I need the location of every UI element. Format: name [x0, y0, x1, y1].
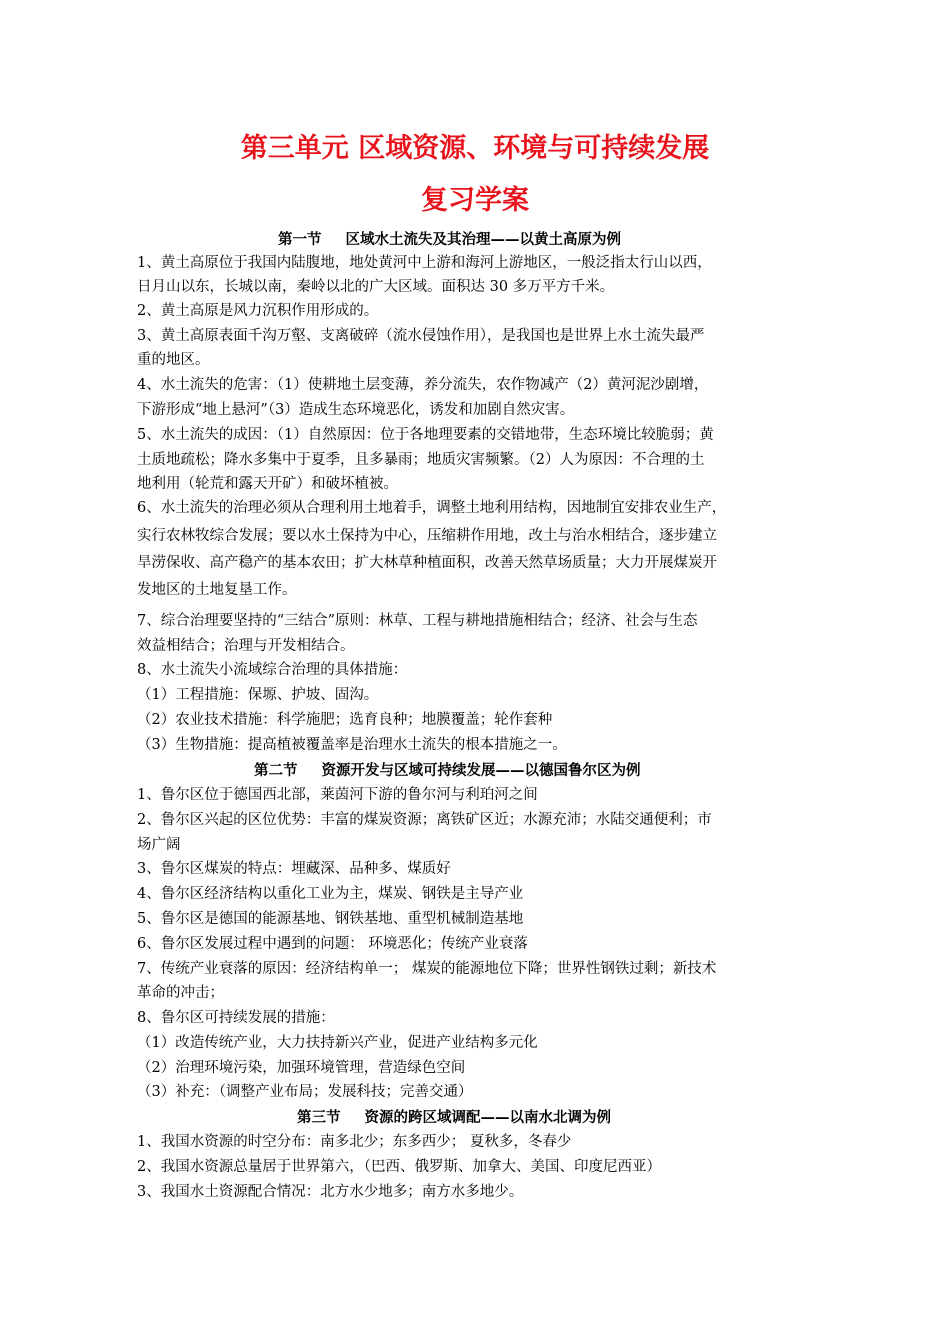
- paragraph-line: （2）农业技术措施：科学施肥；选育良种；地膜覆盖；轮作套种: [137, 712, 553, 728]
- paragraph-line: 效益相结合；治理与开发相结合。: [137, 638, 355, 654]
- paragraph-line: 下游形成“地上悬河”（3）造成生态环境恶化，诱发和加剧自然灾害。: [137, 402, 575, 418]
- document-title: 第三单元 区域资源、环境与可持续发展: [240, 133, 710, 164]
- paragraph-line: 地利用（轮荒和露天开矿）和破坏植被。: [137, 476, 398, 492]
- section-label: 第三节: [297, 1110, 341, 1126]
- paragraph-line: （3）生物措施：提高植被覆盖率是治理水土流失的根本措施之一。: [137, 737, 567, 753]
- paragraph-line: 4、鲁尔区经济结构以重化工业为主，煤炭、钢铁是主导产业: [137, 886, 524, 902]
- section-label: 第二节: [254, 763, 298, 779]
- paragraph-line: 1、鲁尔区位于德国西北部，莱茵河下游的鲁尔河与利珀河之间: [137, 787, 538, 803]
- paragraph-line: 5、水土流失的成因：（1）自然原因：位于各地理要素的交错地带，生态环境比较脆弱；黄: [137, 427, 714, 443]
- paragraph-line: 6、水土流失的治理必须从合理利用土地着手，调整土地利用结构，因地制宜安排农业生产，: [137, 500, 727, 516]
- section-title: 资源开发与区域可持续发展——以德国鲁尔区为例: [321, 763, 641, 779]
- paragraph-line: 6、鲁尔区发展过程中遇到的问题： 环境恶化；传统产业衰落: [137, 936, 528, 952]
- paragraph-line: （1）改造传统产业，大力扶持新兴产业，促进产业结构多元化: [137, 1035, 538, 1051]
- section-label: 第一节: [278, 232, 322, 248]
- paragraph-line: 2、黄土高原是风力沉积作用形成的。: [137, 303, 379, 319]
- paragraph-line: 2、我国水资源总量居于世界第六，（巴西、俄罗斯、加拿大、美国、印度尼西亚）: [137, 1159, 661, 1175]
- section-title: 资源的跨区域调配——以南水北调为例: [364, 1110, 611, 1126]
- paragraph-line: 3、我国水土资源配合情况：北方水少地多；南方水多地少。: [137, 1184, 524, 1200]
- section-heading: [278, 228, 621, 252]
- paragraph-line: 4、水土流失的危害：（1）使耕地土层变薄，养分流失，农作物减产（2）黄河泥沙剧增，: [137, 377, 709, 393]
- paragraph-line: 3、黄土高原表面千沟万壑、支离破碎（流水侵蚀作用），是我国也是世界上水土流失最严: [137, 328, 705, 344]
- paragraph-line: 3、鲁尔区煤炭的特点：埋藏深、品种多、煤质好: [137, 861, 451, 877]
- section-heading: [254, 759, 641, 783]
- paragraph-line: 旱涝保收、高产稳产的基本农田；扩大林草种植面积，改善天然草场质量；大力开展煤炭开: [137, 555, 717, 571]
- paragraph-line: 7、综合治理要坚持的“三结合”原则：林草、工程与耕地措施相结合；经济、社会与生态: [137, 613, 698, 629]
- paragraph-line: 2、鲁尔区兴起的区位优势：丰富的煤炭资源；离铁矿区近；水源充沛；水陆交通便利；市: [137, 812, 712, 828]
- paragraph-line: 8、水土流失小流域综合治理的具体措施：: [137, 662, 408, 678]
- section-title: 区域水土流失及其治理——以黄土高原为例: [345, 232, 621, 248]
- paragraph-line: 革命的冲击；: [137, 985, 224, 1001]
- paragraph-line: （3）补充：（调整产业布局；发展科技；完善交通）: [137, 1084, 473, 1100]
- paragraph-line: 日月山以东，长城以南，秦岭以北的广大区域。面积达 30 多万平方千米。: [137, 279, 615, 295]
- paragraph-line: 场广阔: [137, 837, 181, 853]
- paragraph-line: 7、传统产业衰落的原因：经济结构单一； 煤炭的能源地位下降；世界性钢铁过剩；新技术: [137, 961, 717, 977]
- paragraph-line: 实行农林牧综合发展；要以水土保持为中心，压缩耕作用地，改土与治水相结合，逐步建立: [137, 528, 717, 544]
- paragraph-line: （2）治理环境污染，加强环境管理，营造绿色空间: [137, 1060, 466, 1076]
- paragraph-line: 发地区的土地复垦工作。: [137, 582, 297, 598]
- paragraph-line: 土质地疏松；降水多集中于夏季，且多暴雨；地质灾害频繁。（2）人为原因：不合理的土: [137, 452, 705, 468]
- section-heading: [297, 1106, 611, 1130]
- paragraph-line: 重的地区。: [137, 352, 210, 368]
- paragraph-line: 5、鲁尔区是德国的能源基地、钢铁基地、重型机械制造基地: [137, 911, 524, 927]
- paragraph-line: 1、我国水资源的时空分布：南多北少；东多西少； 夏秋多，冬春少: [137, 1134, 572, 1150]
- paragraph-line: 1、黄土高原位于我国内陆腹地，地处黄河中上游和海河上游地区，一般泛指太行山以西，: [137, 255, 712, 271]
- document-subtitle: 复习学案: [421, 185, 529, 216]
- paragraph-line: 8、鲁尔区可持续发展的措施：: [137, 1010, 335, 1026]
- paragraph-line: （1）工程措施：保塬、护坡、固沟。: [137, 687, 379, 703]
